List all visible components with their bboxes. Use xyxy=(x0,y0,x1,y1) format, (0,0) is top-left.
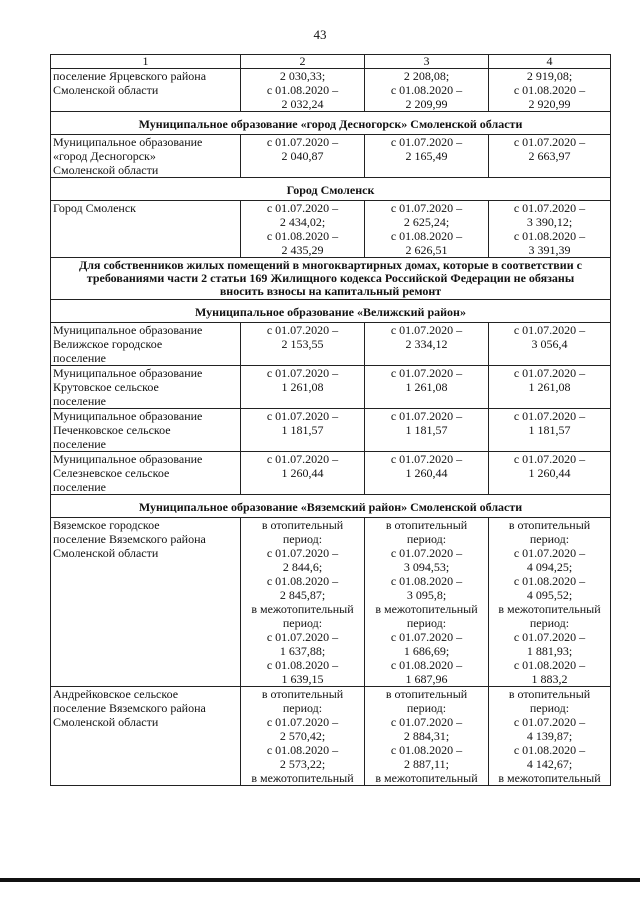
cell-line: с 01.07.2020 – xyxy=(266,323,339,337)
cell-line: 1 261,08 xyxy=(405,380,448,394)
cell-line: Муниципальное образование xyxy=(53,452,203,466)
cell-line: 3 095,8; xyxy=(406,588,447,602)
tariff-table xyxy=(50,54,611,786)
cell-line: период: xyxy=(529,532,570,546)
cell-line: 2 625,24; xyxy=(403,215,450,229)
cell-line: 4 139,87; xyxy=(526,729,573,743)
cell-line: 3 056,4 xyxy=(531,337,568,351)
rate-cell-col2 xyxy=(241,518,365,687)
cell-line: 2 153,55 xyxy=(281,337,324,351)
cell-line: с 01.08.2020 – xyxy=(513,658,586,672)
section-heading-row xyxy=(51,300,611,323)
cell-line: Муниципальное образование xyxy=(53,366,203,380)
cell-line: период: xyxy=(282,532,323,546)
cell-line: поселение xyxy=(53,351,107,365)
table-row xyxy=(51,518,611,687)
rate-cell-col4 xyxy=(489,69,611,112)
table-body xyxy=(51,69,611,786)
municipality-cell xyxy=(51,452,241,495)
cell-line: 4 142,67; xyxy=(526,757,573,771)
cell-line: «город Десногорск» xyxy=(53,149,156,163)
cell-line: с 01.08.2020 – xyxy=(390,83,463,97)
cell-line: в отопительный xyxy=(261,518,344,532)
rate-cell-col2 xyxy=(241,366,365,409)
rate-cell-col3 xyxy=(365,323,489,366)
section-heading-row xyxy=(51,178,611,201)
cell-line: период: xyxy=(529,701,570,715)
cell-line: с 01.07.2020 – xyxy=(266,715,339,729)
cell-line: Муниципальное образование xyxy=(53,409,203,423)
cell-line: 2 030,33; xyxy=(279,69,326,83)
rate-cell-col2 xyxy=(241,409,365,452)
cell-line: 1 261,08 xyxy=(528,380,571,394)
cell-line: с 01.07.2020 – xyxy=(513,135,586,149)
section-heading: Муниципальное образование «Вяземский район» Смоленской области xyxy=(51,495,611,518)
cell-line: с 01.07.2020 – xyxy=(513,409,586,423)
rate-cell-col4 xyxy=(489,687,611,786)
table-row xyxy=(51,69,611,112)
cell-line: с 01.07.2020 – xyxy=(266,452,339,466)
cell-line: Андрейковское сельское xyxy=(53,687,179,701)
cell-line: с 01.07.2020 – xyxy=(390,366,463,380)
cell-line: с 01.08.2020 – xyxy=(513,83,586,97)
cell-line: с 01.07.2020 – xyxy=(513,366,586,380)
cell-line: с 01.08.2020 – xyxy=(266,658,339,672)
cell-line: с 01.07.2020 – xyxy=(390,201,463,215)
cell-line: с 01.07.2020 – xyxy=(513,715,586,729)
cell-line: в межотопительный xyxy=(251,771,354,785)
table-row xyxy=(51,409,611,452)
cell-line: с 01.07.2020 – xyxy=(266,135,339,149)
cell-line: в отопительный xyxy=(261,687,344,701)
cell-line: 2 626,51 xyxy=(405,243,448,257)
cell-line: 2 844,6; xyxy=(282,560,323,574)
cell-line: поселение Вяземского района xyxy=(53,701,206,715)
notice-line: требованиями части 2 статьи 169 Жилищного кодекса Российской Федерации не обязаны xyxy=(86,271,575,285)
table-row xyxy=(51,452,611,495)
cell-line: с 01.07.2020 – xyxy=(390,546,463,560)
cell-line: 2 040,87 xyxy=(281,149,324,163)
cell-line: 2 663,97 xyxy=(528,149,571,163)
cell-line: с 01.07.2020 – xyxy=(266,546,339,560)
cell-line: 1 639,15 xyxy=(281,672,324,686)
cell-line: 2 334,12 xyxy=(405,337,448,351)
cell-line: Муниципальное образование xyxy=(53,323,203,337)
rate-cell-col4 xyxy=(489,135,611,178)
section-heading: Муниципальное образование «город Десногорск» Смоленской области xyxy=(51,112,611,135)
cell-line: в отопительный xyxy=(385,687,468,701)
table-row xyxy=(51,323,611,366)
cell-line: 2 884,31; xyxy=(403,729,450,743)
header-row xyxy=(51,55,611,69)
cell-line: с 01.08.2020 – xyxy=(390,743,463,757)
cell-line: Смоленской области xyxy=(53,715,159,729)
header-col-2: 2 xyxy=(241,55,365,69)
cell-line: с 01.08.2020 – xyxy=(390,574,463,588)
cell-line: 1 686,69; xyxy=(403,644,450,658)
cell-line: с 01.07.2020 – xyxy=(513,323,586,337)
cell-line: 1 181,57 xyxy=(405,423,448,437)
table-row xyxy=(51,201,611,258)
municipality-cell xyxy=(51,518,241,687)
cell-line: 1 261,08 xyxy=(281,380,324,394)
cell-line: период: xyxy=(406,616,447,630)
cell-line: с 01.07.2020 – xyxy=(266,409,339,423)
cell-line: 3 390,12; xyxy=(526,215,573,229)
cell-line: в межотопительный xyxy=(251,602,354,616)
page-number: 43 xyxy=(313,27,327,42)
cell-line: период: xyxy=(406,701,447,715)
cell-line: Муниципальное образование xyxy=(53,135,203,149)
cell-line: 2 573,22; xyxy=(279,757,326,771)
cell-line: поселение Ярцевского района xyxy=(53,69,207,83)
rate-cell-col2 xyxy=(241,687,365,786)
municipality-cell xyxy=(51,69,241,112)
section-heading-row xyxy=(51,495,611,518)
rate-cell-col3 xyxy=(365,201,489,258)
cell-line: с 01.08.2020 – xyxy=(266,83,339,97)
cell-line: с 01.07.2020 – xyxy=(513,452,586,466)
cell-line: с 01.07.2020 – xyxy=(390,135,463,149)
cell-line: 2 845,87; xyxy=(279,588,326,602)
cell-line: Смоленской области xyxy=(53,163,159,177)
cell-line: период: xyxy=(529,616,570,630)
rate-cell-col4 xyxy=(489,323,611,366)
municipality-cell xyxy=(51,409,241,452)
rate-cell-col3 xyxy=(365,518,489,687)
cell-line: период: xyxy=(282,701,323,715)
cell-line: в межотопительный xyxy=(498,602,601,616)
cell-line: с 01.07.2020 – xyxy=(390,323,463,337)
cell-line: с 01.08.2020 – xyxy=(266,743,339,757)
cell-line: с 01.07.2020 – xyxy=(390,715,463,729)
cell-line: 2 209,99 xyxy=(405,97,448,111)
cell-line: Печенковское сельское xyxy=(53,423,171,437)
municipality-cell xyxy=(51,201,241,258)
cell-line: 1 181,57 xyxy=(528,423,571,437)
municipality-cell xyxy=(51,366,241,409)
cell-line: с 01.08.2020 – xyxy=(513,574,586,588)
cell-line: 1 881,93; xyxy=(526,644,573,658)
cell-line: 1 260,44 xyxy=(405,466,448,480)
municipality-cell xyxy=(51,323,241,366)
header-col-1: 1 xyxy=(51,55,241,69)
rate-cell-col4 xyxy=(489,452,611,495)
rate-cell-col4 xyxy=(489,409,611,452)
cell-line: 1 637,88; xyxy=(279,644,326,658)
cell-line: с 01.08.2020 – xyxy=(390,229,463,243)
cell-line: 4 094,25; xyxy=(526,560,573,574)
header-col-4: 4 xyxy=(489,55,611,69)
rate-cell-col2 xyxy=(241,323,365,366)
cell-line: Вяземское городское xyxy=(53,518,160,532)
cell-line: с 01.07.2020 – xyxy=(390,630,463,644)
cell-line: 1 260,44 xyxy=(528,466,571,480)
cell-line: с 01.08.2020 – xyxy=(266,229,339,243)
cell-line: с 01.08.2020 – xyxy=(513,229,586,243)
rate-cell-col3 xyxy=(365,366,489,409)
cell-line: с 01.07.2020 – xyxy=(266,366,339,380)
cell-line: с 01.07.2020 – xyxy=(390,409,463,423)
notice-row xyxy=(51,258,611,300)
section-heading-row xyxy=(51,112,611,135)
section-heading: Город Смоленск xyxy=(51,178,611,201)
cell-line: период: xyxy=(282,616,323,630)
cell-line: 2 887,11; xyxy=(404,757,449,771)
cell-line: 2 919,08; xyxy=(526,69,573,83)
cell-line: 2 435,29 xyxy=(281,243,324,257)
cell-line: Велижское городское xyxy=(53,337,163,351)
cell-line: поселение xyxy=(53,394,107,408)
rate-cell-col3 xyxy=(365,409,489,452)
cell-line: Смоленской области xyxy=(53,546,159,560)
cell-line: 2 208,08; xyxy=(403,69,450,83)
cell-line: поселение xyxy=(53,480,107,494)
bottom-rule xyxy=(0,878,640,882)
section-heading: Муниципальное образование «Велижский район» xyxy=(51,300,611,323)
cell-line: с 01.07.2020 – xyxy=(266,201,339,215)
rate-cell-col3 xyxy=(365,687,489,786)
cell-line: 1 687,96 xyxy=(405,672,448,686)
cell-line: Селезневское сельское xyxy=(53,466,170,480)
notice-line: Для собственников жилых помещений в многоквартирных домах, которые в соответствии с xyxy=(79,258,582,272)
cell-line: 3 391,39 xyxy=(528,243,571,257)
cell-line: Город Смоленск xyxy=(53,201,136,215)
cell-line: 1 181,57 xyxy=(281,423,324,437)
cell-line: с 01.07.2020 – xyxy=(513,630,586,644)
cell-line: поселение Вяземского района xyxy=(53,532,206,546)
cell-line: в отопительный xyxy=(508,518,591,532)
rate-cell-col3 xyxy=(365,69,489,112)
rate-cell-col2 xyxy=(241,452,365,495)
table-row xyxy=(51,135,611,178)
header-col-3: 3 xyxy=(365,55,489,69)
rate-cell-col3 xyxy=(365,452,489,495)
cell-line: с 01.07.2020 – xyxy=(513,201,586,215)
rate-cell-col4 xyxy=(489,518,611,687)
notice-line: вносить взносы на капитальный ремонт xyxy=(219,284,442,298)
cell-line: 2 920,99 xyxy=(528,97,571,111)
cell-line: 2 434,02; xyxy=(279,215,326,229)
cell-line: 2 570,42; xyxy=(279,729,326,743)
cell-line: с 01.08.2020 – xyxy=(513,743,586,757)
cell-line: 2 032,24 xyxy=(281,97,324,111)
cell-line: 4 095,52; xyxy=(526,588,573,602)
cell-line: с 01.07.2020 – xyxy=(513,546,586,560)
cell-line: Смоленской области xyxy=(53,83,159,97)
table-row xyxy=(51,366,611,409)
cell-line: в межотопительный xyxy=(375,602,478,616)
table-row xyxy=(51,687,611,786)
cell-line: с 01.08.2020 – xyxy=(390,658,463,672)
rate-cell-col4 xyxy=(489,201,611,258)
cell-line: 1 260,44 xyxy=(281,466,324,480)
rate-cell-col4 xyxy=(489,366,611,409)
rate-cell-col2 xyxy=(241,69,365,112)
cell-line: 2 165,49 xyxy=(405,149,448,163)
rate-cell-col3 xyxy=(365,135,489,178)
cell-line: 1 883,2 xyxy=(531,672,568,686)
cell-line: в межотопительный xyxy=(498,771,601,785)
cell-line: с 01.07.2020 – xyxy=(266,630,339,644)
rate-cell-col2 xyxy=(241,135,365,178)
cell-line: в межотопительный xyxy=(375,771,478,785)
rate-cell-col2 xyxy=(241,201,365,258)
municipality-cell xyxy=(51,687,241,786)
municipality-cell xyxy=(51,135,241,178)
cell-line: период: xyxy=(406,532,447,546)
cell-line: с 01.07.2020 – xyxy=(390,452,463,466)
cell-line: в отопительный xyxy=(385,518,468,532)
cell-line: с 01.08.2020 – xyxy=(266,574,339,588)
cell-line: 3 094,53; xyxy=(403,560,450,574)
cell-line: Крутовское сельское xyxy=(53,380,159,394)
cell-line: в отопительный xyxy=(508,687,591,701)
cell-line: поселение xyxy=(53,437,107,451)
notice-text xyxy=(51,258,611,300)
